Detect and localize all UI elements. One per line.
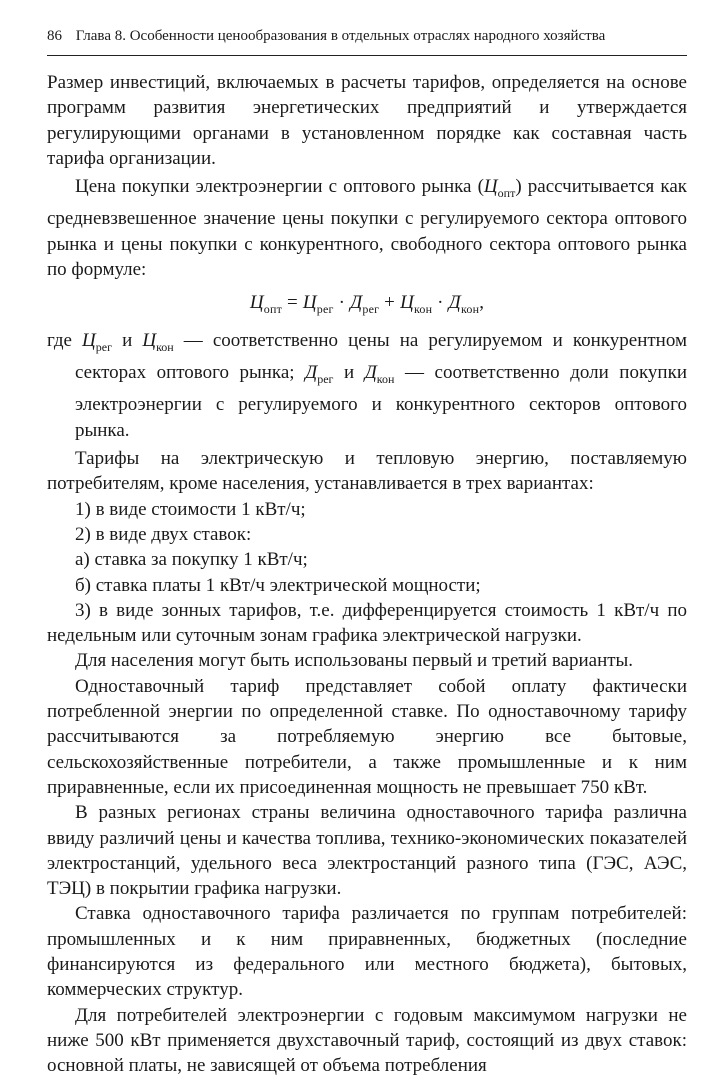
page-number: 86: [47, 28, 62, 44]
paragraph-2: Цена покупки электроэнергии с оптового рынка $(Ц_{опт})$ рассчитывается как средневзвешенное значение цены покупки с регулируемого сектора оптового рынка и цены покупки с конкурентного, свободного сектора оптового рынка по формуле:: [47, 176, 687, 280]
paragraph-5: Для населения могут быть использованы первый и третий варианты.: [75, 650, 634, 672]
paragraph-9: Для потребителей электроэнергии с годовым максимумом нагрузки не ниже 500 кВт применяется двухставочный тариф, состоящий из двух ставок: основной платы, не зависящей от объема потребления: [47, 1004, 687, 1077]
running-header: [47, 23, 687, 56]
paragraph-1: Размер инвестиций, включаемых в расчеты тарифов, определяется на основе программ развития энергетических предприятий и утверждается регулирующими органами в установленном порядке как составная часть тарифа организации.: [47, 72, 687, 169]
paragraph-6: Одноставочный тариф представляет собой оплату фактически потребленной энергии по определенной ставке. По одноставочному тарифу рассчитываются за потребляемую энергию все бытовые, сельскохозяйственные потребители, а также промышленные и к ним приравненные, если их присоединенная мощность не превышает 750 кВт.: [47, 675, 687, 798]
paragraph-3: Тарифы на электрическую и тепловую энергию, поставляемую потребителям, кроме населения, устанавливается в трех вариантах:: [47, 448, 687, 495]
list-item: 1) в виде стоимости 1 кВт/ч;: [75, 498, 306, 520]
list-item: б) ставка платы 1 кВт/ч электрической мощности;: [75, 574, 481, 596]
paragraph-7: В разных регионах страны величина одноставочного тарифа различна ввиду различий цены и качества топлива, технико-экономических показателей электростанций, удельного веса электростанций разного типа (ГЭС, АЭС, ТЭЦ) в покрытии графика нагрузки.: [47, 802, 687, 900]
page-body: [47, 70, 687, 1078]
paragraph-4: 3) в виде зонных тарифов, т.е. дифференцируется стоимость 1 кВт/ч по недельным или суточным зонам графика электрической нагрузки.: [47, 599, 687, 647]
formula-explanation: где $Ц_{рег}$ и $Ц_{кон}$ — соответственно цены на регулируемом и конкурентном секторах оптового рынка; $Д_{рег}$ и $Д_{кон}$ — соответственно доли покупки электроэнергии с регулируемого и конкурентного секторов оптового рынка.: [47, 330, 687, 441]
chapter-title: Глава 8. Особенности ценообразования в отдельных отраслях народного хозяйства: [75, 28, 606, 44]
list-item: 2) в виде двух ставок:: [75, 523, 252, 545]
list-item: а) ставка за покупку 1 кВт/ч;: [75, 549, 308, 571]
paragraph-8: Ставка одноставочного тарифа различается по группам потребителей: промышленных и к ним приравненных, бюджетных (последние финансируются из федерального или местного бюджета), бытовых, коммерческих структур.: [47, 903, 687, 1001]
formula: $Ц_{опт} = Ц_{рег} \cdot Д_{рег} + Ц_{кон} \cdot Д_{кон}$,: [249, 292, 485, 316]
symbol-c-opt: $Ц_{опт}$: [483, 176, 516, 200]
